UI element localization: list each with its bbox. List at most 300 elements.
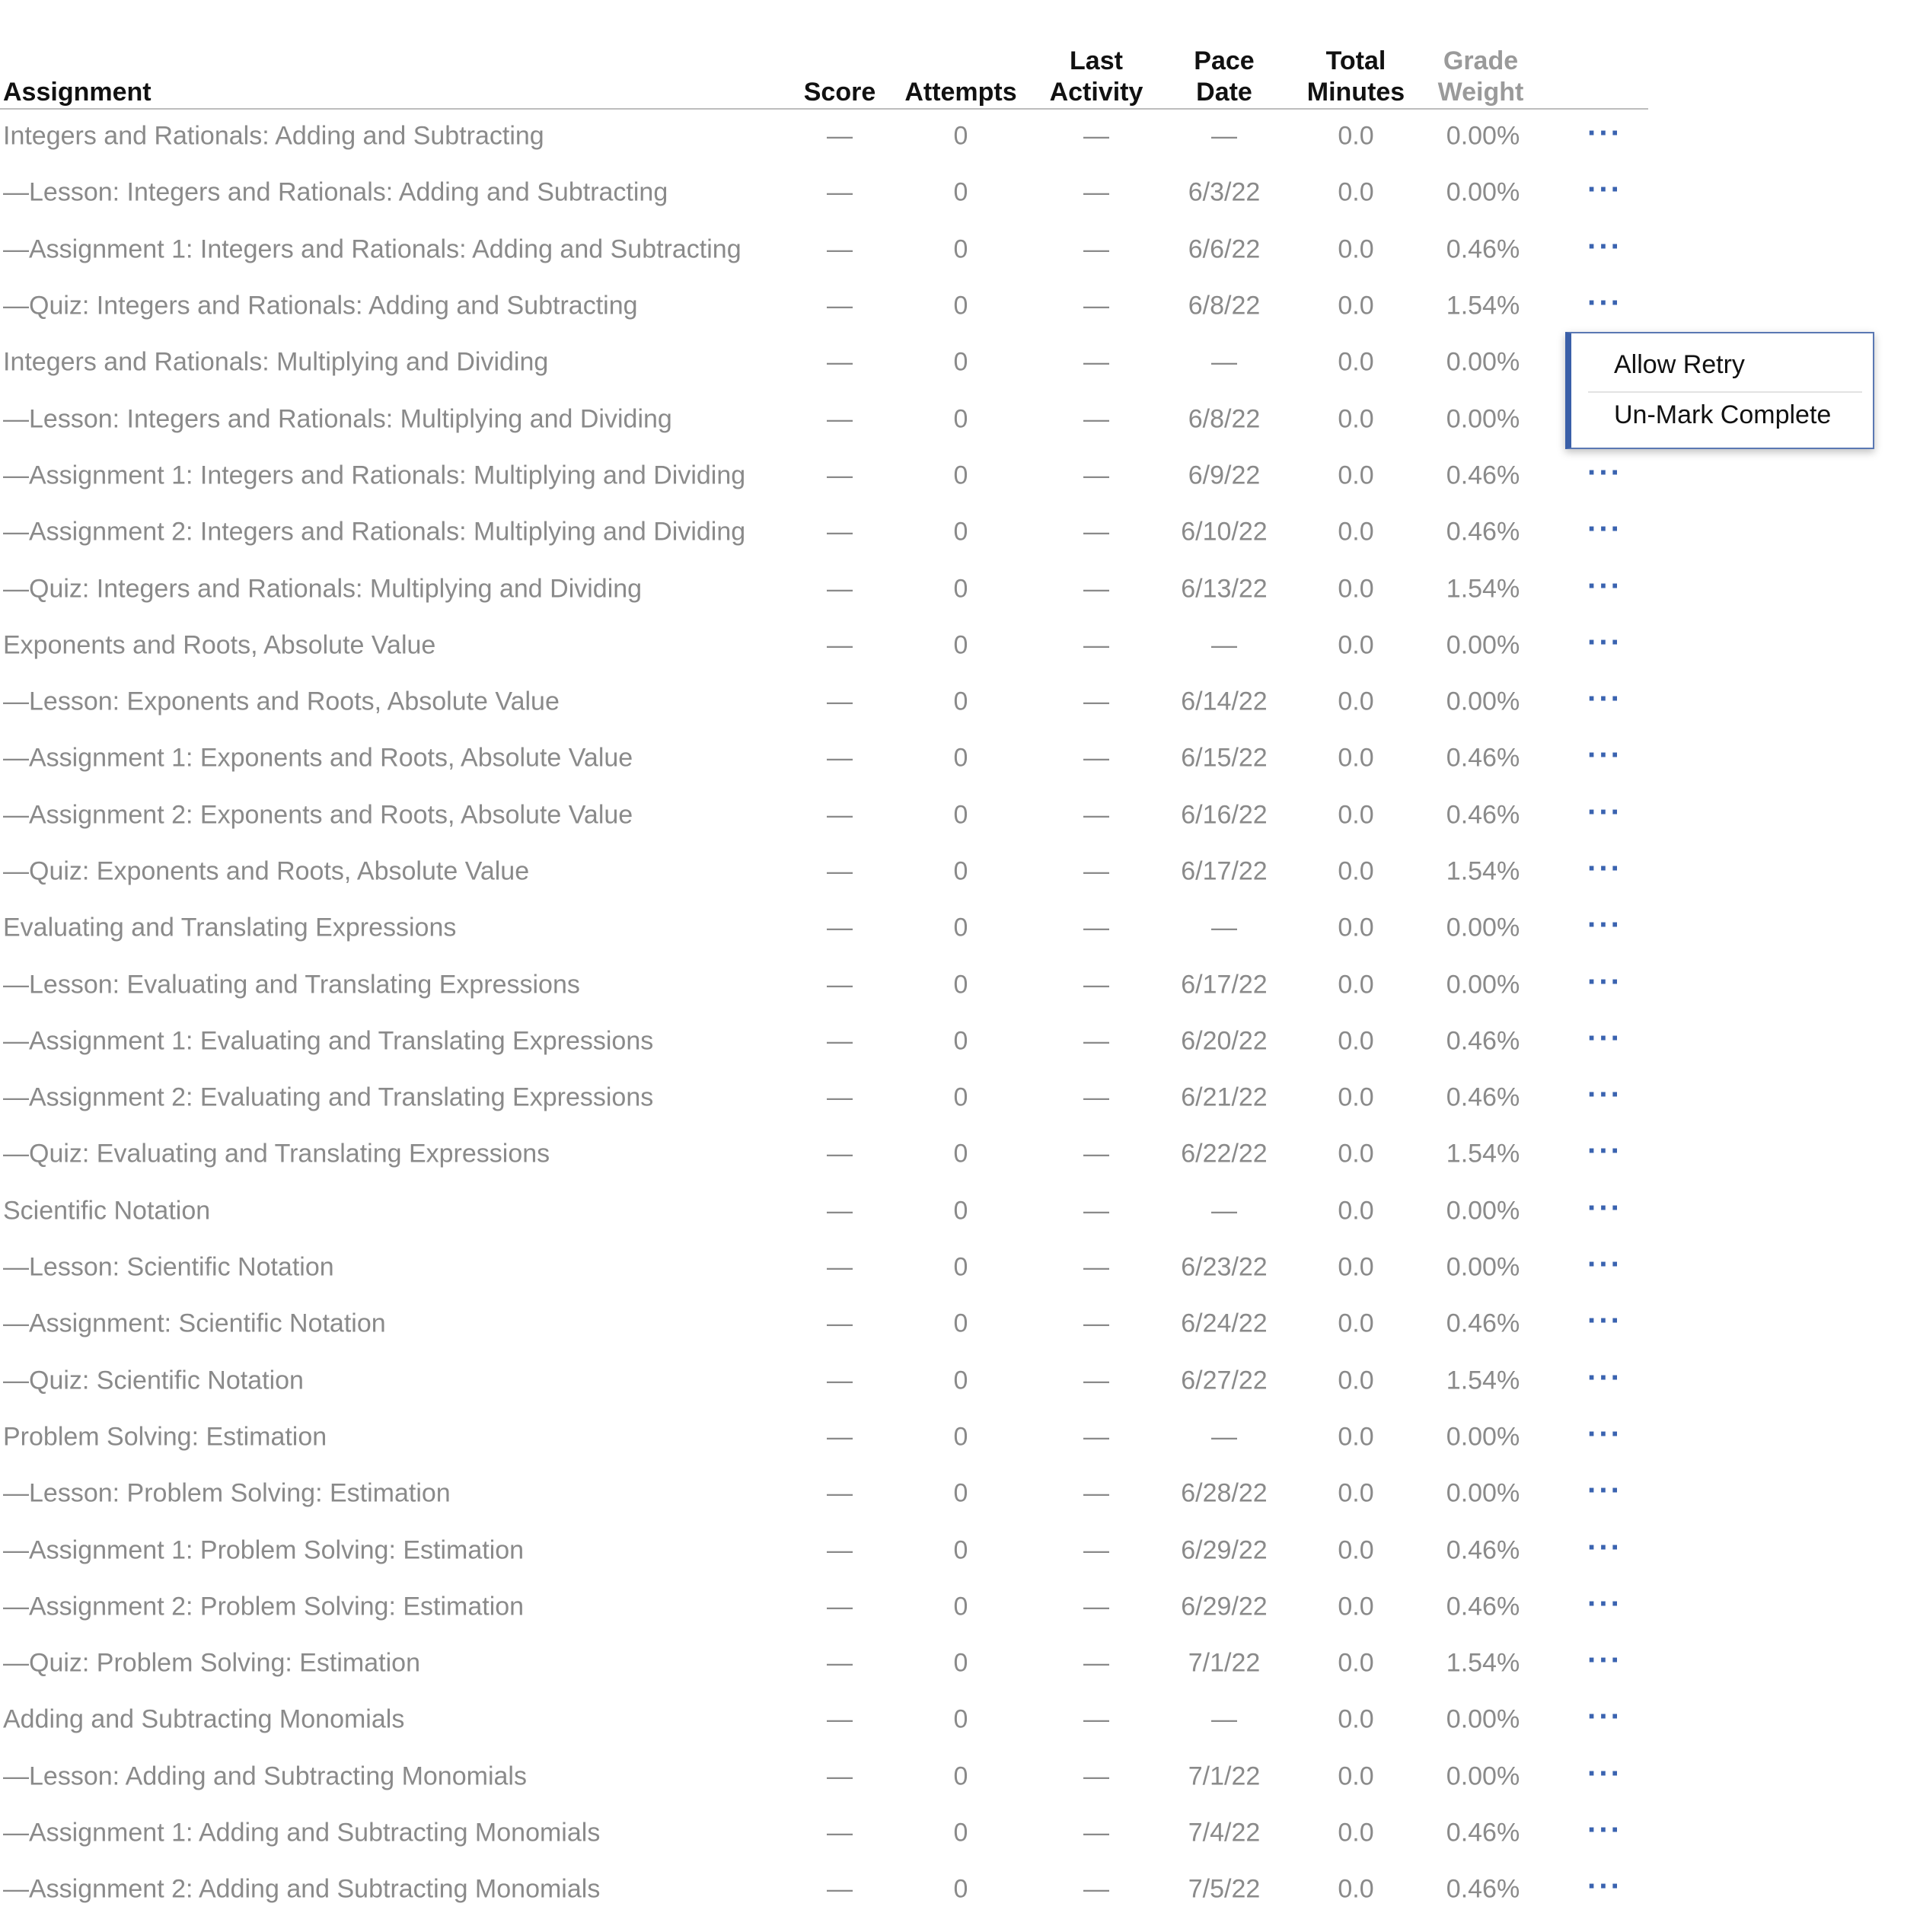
- last-activity-cell: —: [1083, 1874, 1109, 1904]
- assignment-name: —Quiz: Evaluating and Translating Expressions: [3, 1139, 550, 1168]
- attempts-cell: 0: [953, 856, 968, 886]
- table-row: [0, 1013, 1648, 1070]
- score-cell: —: [827, 913, 853, 942]
- attempts-cell: 0: [953, 234, 968, 264]
- table-row: [0, 1522, 1648, 1578]
- score-cell: —: [827, 970, 853, 999]
- last-activity-cell: —: [1083, 1196, 1109, 1226]
- pace-date-cell: 6/24/22: [1181, 1309, 1268, 1338]
- pace-date-cell: 7/1/22: [1188, 1648, 1261, 1678]
- attempts-cell: 0: [953, 743, 968, 773]
- assignment-name: Integers and Rationals: Multiplying and Dividing: [3, 347, 549, 377]
- attempts-cell: 0: [953, 1648, 968, 1678]
- last-activity-cell: —: [1083, 517, 1109, 547]
- grade-weight-cell: 0.00%: [1446, 1478, 1520, 1508]
- assignment-name: —Assignment 1: Exponents and Roots, Absolute Value: [3, 743, 633, 773]
- score-cell: —: [827, 1704, 853, 1734]
- attempts-cell: 0: [953, 1478, 968, 1508]
- total-minutes-cell: 0.0: [1338, 1592, 1374, 1621]
- table-header: [0, 0, 1648, 110]
- score-cell: —: [827, 1874, 853, 1904]
- last-activity-cell: —: [1083, 404, 1109, 434]
- last-activity-cell: —: [1083, 743, 1109, 773]
- attempts-cell: 0: [953, 1422, 968, 1452]
- column-header-total-minutes[interactable]: [1307, 46, 1405, 108]
- total-minutes-cell: 0.0: [1338, 1026, 1374, 1056]
- total-minutes-cell: 0.0: [1338, 856, 1374, 886]
- score-cell: —: [827, 1535, 853, 1565]
- pace-date-cell: 6/8/22: [1188, 291, 1261, 320]
- table-row: [0, 1409, 1648, 1465]
- score-cell: —: [827, 1478, 853, 1508]
- assignment-name: —Quiz: Problem Solving: Estimation: [3, 1648, 420, 1678]
- score-cell: —: [827, 347, 853, 377]
- score-cell: —: [827, 1761, 853, 1791]
- assignment-name: —Lesson: Exponents and Roots, Absolute Value: [3, 687, 560, 716]
- pace-date-cell: 6/15/22: [1181, 743, 1268, 773]
- total-minutes-cell: 0.0: [1338, 121, 1374, 151]
- last-activity-cell: —: [1083, 1535, 1109, 1565]
- grade-weight-cell: 1.54%: [1446, 574, 1520, 604]
- table-row: [0, 334, 1648, 391]
- attempts-cell: 0: [953, 574, 968, 604]
- table-row: [0, 1805, 1648, 1861]
- last-activity-cell: —: [1083, 630, 1109, 660]
- last-activity-cell: —: [1083, 687, 1109, 716]
- pace-date-cell: —: [1211, 630, 1237, 660]
- last-activity-cell: —: [1083, 1761, 1109, 1791]
- table-row: [0, 1749, 1648, 1805]
- total-minutes-cell: 0.0: [1338, 517, 1374, 547]
- assignment-name: —Quiz: Scientific Notation: [3, 1366, 304, 1395]
- pace-date-cell: 6/10/22: [1181, 517, 1268, 547]
- score-cell: —: [827, 800, 853, 830]
- score-cell: —: [827, 1648, 853, 1678]
- column-header-assignment[interactable]: Assignment: [3, 78, 151, 107]
- grade-weight-cell: 0.46%: [1446, 1309, 1520, 1338]
- pace-date-cell: 6/20/22: [1181, 1026, 1268, 1056]
- total-minutes-cell: 0.0: [1338, 1082, 1374, 1112]
- score-cell: —: [827, 856, 853, 886]
- assignment-name: —Assignment 1: Integers and Rationals: Multiplying and Dividing: [3, 461, 746, 490]
- column-header-pace-date-line1: Pace: [1194, 46, 1255, 75]
- pace-date-cell: 6/28/22: [1181, 1478, 1268, 1508]
- assignment-name: —Assignment 2: Evaluating and Translating Expressions: [3, 1082, 654, 1112]
- pace-date-cell: 6/14/22: [1181, 687, 1268, 716]
- total-minutes-cell: 0.0: [1338, 177, 1374, 207]
- grade-weight-cell: 0.00%: [1446, 1196, 1520, 1226]
- table-row: [0, 1353, 1648, 1409]
- table-row: [0, 674, 1648, 730]
- grade-weight-cell: 0.00%: [1446, 913, 1520, 942]
- assignment-name: —Lesson: Integers and Rationals: Multiplying and Dividing: [3, 404, 672, 434]
- total-minutes-cell: 0.0: [1338, 461, 1374, 490]
- total-minutes-cell: 0.0: [1338, 1535, 1374, 1565]
- more-options-icon[interactable]: ···: [1587, 738, 1622, 773]
- grade-weight-cell: 0.46%: [1446, 1592, 1520, 1621]
- more-options-icon[interactable]: ···: [1587, 908, 1622, 942]
- assignment-name: —Assignment 2: Integers and Rationals: Multiplying and Dividing: [3, 517, 746, 547]
- score-cell: —: [827, 1196, 853, 1226]
- table-row: [0, 1691, 1648, 1748]
- attempts-cell: 0: [953, 800, 968, 830]
- assignment-name: —Lesson: Problem Solving: Estimation: [3, 1478, 451, 1508]
- grade-weight-cell: 0.46%: [1446, 1874, 1520, 1904]
- table-row: [0, 1183, 1648, 1239]
- more-options-icon[interactable]: ···: [1587, 1474, 1622, 1508]
- more-options-icon[interactable]: ···: [1587, 1078, 1622, 1112]
- more-options-icon[interactable]: ···: [1587, 229, 1622, 263]
- more-options-icon[interactable]: ···: [1587, 1021, 1622, 1055]
- more-options-icon[interactable]: ···: [1587, 1304, 1622, 1338]
- total-minutes-cell: 0.0: [1338, 1309, 1374, 1338]
- grade-weight-cell: 0.46%: [1446, 461, 1520, 490]
- attempts-cell: 0: [953, 121, 968, 151]
- last-activity-cell: —: [1083, 913, 1109, 942]
- pace-date-cell: —: [1211, 1196, 1237, 1226]
- table-row: [0, 1296, 1648, 1352]
- attempts-cell: 0: [953, 1761, 968, 1791]
- last-activity-cell: —: [1083, 121, 1109, 151]
- last-activity-cell: —: [1083, 970, 1109, 999]
- pace-date-cell: —: [1211, 913, 1237, 942]
- column-header-pace-date-line2: Date: [1196, 78, 1252, 107]
- score-cell: —: [827, 177, 853, 207]
- more-options-icon[interactable]: ···: [1587, 795, 1622, 829]
- total-minutes-cell: 0.0: [1338, 630, 1374, 660]
- assignment-name: —Quiz: Integers and Rationals: Adding and Subtracting: [3, 291, 638, 320]
- column-header-last-activity-line1: Last: [1070, 46, 1123, 75]
- more-options-icon[interactable]: ···: [1587, 173, 1622, 207]
- pace-date-cell: —: [1211, 121, 1237, 151]
- allow-retry-menu-item[interactable]: Allow Retry: [1614, 350, 1745, 379]
- score-cell: —: [827, 121, 853, 151]
- attempts-cell: 0: [953, 177, 968, 207]
- score-cell: —: [827, 1026, 853, 1056]
- attempts-cell: 0: [953, 1704, 968, 1734]
- pace-date-cell: 6/16/22: [1181, 800, 1268, 830]
- grade-weight-cell: 0.46%: [1446, 1026, 1520, 1056]
- attempts-cell: 0: [953, 1139, 968, 1168]
- assignment-name: —Lesson: Evaluating and Translating Expressions: [3, 970, 580, 999]
- table-row: [0, 730, 1648, 786]
- last-activity-cell: —: [1083, 1478, 1109, 1508]
- grade-weight-cell: 0.00%: [1446, 970, 1520, 999]
- last-activity-cell: —: [1083, 1818, 1109, 1848]
- pace-date-cell: 6/17/22: [1181, 970, 1268, 999]
- grade-weight-cell: 0.46%: [1446, 743, 1520, 773]
- assignment-name: —Lesson: Integers and Rationals: Adding and Subtracting: [3, 177, 668, 207]
- more-options-icon[interactable]: ···: [1587, 1134, 1622, 1168]
- last-activity-cell: —: [1083, 1026, 1109, 1056]
- more-options-icon[interactable]: ···: [1587, 1870, 1622, 1904]
- assignment-name: Integers and Rationals: Adding and Subtracting: [3, 121, 544, 151]
- pace-date-cell: 6/8/22: [1188, 404, 1261, 434]
- table-row: [0, 1861, 1648, 1918]
- total-minutes-cell: 0.0: [1338, 1874, 1374, 1904]
- assignment-table-body: [0, 108, 1648, 1918]
- more-options-icon[interactable]: ···: [1587, 512, 1622, 547]
- assignment-name: —Assignment: Scientific Notation: [3, 1309, 386, 1338]
- pace-date-cell: 7/4/22: [1188, 1818, 1261, 1848]
- grade-weight-cell: 0.46%: [1446, 800, 1520, 830]
- total-minutes-cell: 0.0: [1338, 687, 1374, 716]
- last-activity-cell: —: [1083, 234, 1109, 264]
- grade-weight-cell: 0.46%: [1446, 234, 1520, 264]
- assignment-name: —Quiz: Integers and Rationals: Multiplying and Dividing: [3, 574, 643, 604]
- unmark-complete-menu-item[interactable]: Un-Mark Complete: [1614, 400, 1832, 429]
- total-minutes-cell: 0.0: [1338, 1648, 1374, 1678]
- grade-weight-cell: 1.54%: [1446, 1139, 1520, 1168]
- pace-date-cell: 6/21/22: [1181, 1082, 1268, 1112]
- last-activity-cell: —: [1083, 1139, 1109, 1168]
- pace-date-cell: 6/6/22: [1188, 234, 1261, 264]
- column-header-score[interactable]: Score: [803, 78, 876, 107]
- assignment-name: —Assignment 1: Problem Solving: Estimation: [3, 1535, 525, 1565]
- table-row: [0, 1635, 1648, 1691]
- attempts-cell: 0: [953, 913, 968, 942]
- attempts-cell: 0: [953, 1196, 968, 1226]
- total-minutes-cell: 0.0: [1338, 1366, 1374, 1395]
- grade-weight-cell: 0.00%: [1446, 404, 1520, 434]
- last-activity-cell: —: [1083, 177, 1109, 207]
- more-options-icon[interactable]: ···: [1587, 116, 1622, 151]
- more-options-icon[interactable]: ···: [1587, 682, 1622, 716]
- attempts-cell: 0: [953, 1592, 968, 1621]
- grade-weight-cell: 0.00%: [1446, 1252, 1520, 1282]
- table-row: [0, 108, 1648, 164]
- more-options-icon[interactable]: ···: [1587, 1530, 1622, 1564]
- score-cell: —: [827, 517, 853, 547]
- grade-weight-cell: 0.00%: [1446, 177, 1520, 207]
- pace-date-cell: 6/29/22: [1181, 1535, 1268, 1565]
- score-cell: —: [827, 1422, 853, 1452]
- score-cell: —: [827, 574, 853, 604]
- last-activity-cell: —: [1083, 1592, 1109, 1621]
- attempts-cell: 0: [953, 1026, 968, 1056]
- score-cell: —: [827, 1139, 853, 1168]
- attempts-cell: 0: [953, 404, 968, 434]
- attempts-cell: 0: [953, 1082, 968, 1112]
- pace-date-cell: 7/5/22: [1188, 1874, 1261, 1904]
- more-options-icon[interactable]: ···: [1587, 625, 1622, 659]
- assignment-name: —Lesson: Scientific Notation: [3, 1252, 334, 1282]
- score-cell: —: [827, 630, 853, 660]
- attempts-cell: 0: [953, 1535, 968, 1565]
- menu-divider: [1588, 391, 1862, 393]
- more-options-icon[interactable]: ···: [1587, 852, 1622, 885]
- grade-weight-cell: 0.00%: [1446, 347, 1520, 377]
- more-options-icon[interactable]: ···: [1587, 1191, 1622, 1225]
- attempts-cell: 0: [953, 1818, 968, 1848]
- last-activity-cell: —: [1083, 1082, 1109, 1112]
- column-header-pace-date[interactable]: [1194, 46, 1254, 108]
- total-minutes-cell: 0.0: [1338, 1252, 1374, 1282]
- grade-weight-cell: 1.54%: [1446, 291, 1520, 320]
- table-row: [0, 1239, 1648, 1296]
- more-options-icon[interactable]: ···: [1587, 964, 1622, 999]
- column-header-grade-weight-line1: Grade: [1443, 46, 1519, 75]
- grade-weight-cell: 0.46%: [1446, 1535, 1520, 1565]
- last-activity-cell: —: [1083, 574, 1109, 604]
- last-activity-cell: —: [1083, 856, 1109, 886]
- pace-date-cell: 6/9/22: [1188, 461, 1261, 490]
- more-options-icon[interactable]: ···: [1587, 1813, 1622, 1848]
- total-minutes-cell: 0.0: [1338, 1478, 1374, 1508]
- more-options-icon[interactable]: ···: [1587, 569, 1622, 603]
- column-header-grade-weight: [1438, 46, 1524, 108]
- score-cell: —: [827, 1082, 853, 1112]
- assignment-name: —Assignment 2: Adding and Subtracting Monomials: [3, 1874, 601, 1904]
- more-options-icon[interactable]: ···: [1587, 1756, 1622, 1790]
- score-cell: —: [827, 1592, 853, 1621]
- more-options-icon[interactable]: ···: [1587, 1360, 1622, 1395]
- table-row: [0, 787, 1648, 843]
- table-row: [0, 560, 1648, 617]
- score-cell: —: [827, 1366, 853, 1395]
- score-cell: —: [827, 461, 853, 490]
- last-activity-cell: —: [1083, 1309, 1109, 1338]
- pace-date-cell: 6/3/22: [1188, 177, 1261, 207]
- pace-date-cell: 6/29/22: [1181, 1592, 1268, 1621]
- more-options-icon[interactable]: ···: [1587, 1248, 1622, 1282]
- score-cell: —: [827, 1309, 853, 1338]
- grade-weight-cell: 0.46%: [1446, 1818, 1520, 1848]
- grade-weight-cell: 0.00%: [1446, 1422, 1520, 1452]
- pace-date-cell: 6/17/22: [1181, 856, 1268, 886]
- assignment-name: Adding and Subtracting Monomials: [3, 1704, 405, 1734]
- total-minutes-cell: 0.0: [1338, 234, 1374, 264]
- assignment-name: Exponents and Roots, Absolute Value: [3, 630, 436, 660]
- assignment-name: —Lesson: Adding and Subtracting Monomials: [3, 1761, 527, 1791]
- assignment-name: Evaluating and Translating Expressions: [3, 913, 457, 942]
- pace-date-cell: —: [1211, 1704, 1237, 1734]
- table-row: [0, 900, 1648, 956]
- more-options-icon[interactable]: ···: [1587, 1643, 1622, 1678]
- pace-date-cell: 6/13/22: [1181, 574, 1268, 604]
- score-cell: —: [827, 1252, 853, 1282]
- total-minutes-cell: 0.0: [1338, 1139, 1374, 1168]
- table-row: [0, 956, 1648, 1012]
- more-options-icon[interactable]: ···: [1587, 1700, 1622, 1734]
- table-row: [0, 504, 1648, 560]
- table-row: [0, 222, 1648, 278]
- last-activity-cell: —: [1083, 347, 1109, 377]
- last-activity-cell: —: [1083, 1366, 1109, 1395]
- table-row: [0, 448, 1648, 504]
- grade-weight-cell: 0.00%: [1446, 687, 1520, 716]
- last-activity-cell: —: [1083, 1252, 1109, 1282]
- assignment-name: —Assignment 2: Problem Solving: Estimation: [3, 1592, 525, 1621]
- more-options-icon[interactable]: ···: [1587, 286, 1622, 320]
- grade-weight-cell: 1.54%: [1446, 1366, 1520, 1395]
- grade-weight-cell: 0.00%: [1446, 121, 1520, 151]
- pace-date-cell: 6/22/22: [1181, 1139, 1268, 1168]
- assignment-name: —Assignment 1: Integers and Rationals: Adding and Subtracting: [3, 234, 742, 264]
- more-options-icon[interactable]: ···: [1587, 1417, 1622, 1451]
- total-minutes-cell: 0.0: [1338, 347, 1374, 377]
- score-cell: —: [827, 687, 853, 716]
- table-row: [0, 1465, 1648, 1522]
- assignment-name: —Assignment 2: Exponents and Roots, Absolute Value: [3, 800, 633, 830]
- grade-weight-cell: 0.46%: [1446, 517, 1520, 547]
- grade-weight-cell: 0.00%: [1446, 630, 1520, 660]
- assignment-name: —Quiz: Exponents and Roots, Absolute Value: [3, 856, 530, 886]
- assignment-name: —Assignment 1: Evaluating and Translating Expressions: [3, 1026, 654, 1056]
- grade-weight-cell: 1.54%: [1446, 856, 1520, 886]
- last-activity-cell: —: [1083, 1704, 1109, 1734]
- total-minutes-cell: 0.0: [1338, 913, 1374, 942]
- attempts-cell: 0: [953, 687, 968, 716]
- total-minutes-cell: 0.0: [1338, 291, 1374, 320]
- column-header-grade-weight-line2: Weight: [1437, 78, 1524, 107]
- score-cell: —: [827, 404, 853, 434]
- last-activity-cell: —: [1083, 1422, 1109, 1452]
- total-minutes-cell: 0.0: [1338, 1196, 1374, 1226]
- assignment-name: Problem Solving: Estimation: [3, 1422, 327, 1452]
- assignment-name: Scientific Notation: [3, 1196, 211, 1226]
- pace-date-cell: —: [1211, 1422, 1237, 1452]
- row-context-menu: [1565, 332, 1874, 449]
- grade-weight-cell: 0.00%: [1446, 1761, 1520, 1791]
- last-activity-cell: —: [1083, 800, 1109, 830]
- attempts-cell: 0: [953, 1874, 968, 1904]
- attempts-cell: 0: [953, 1366, 968, 1395]
- grade-weight-cell: 1.54%: [1446, 1648, 1520, 1678]
- column-header-attempts[interactable]: Attempts: [904, 78, 1017, 107]
- total-minutes-cell: 0.0: [1338, 743, 1374, 773]
- table-row: [0, 843, 1648, 900]
- score-cell: —: [827, 1818, 853, 1848]
- total-minutes-cell: 0.0: [1338, 800, 1374, 830]
- column-header-last-activity[interactable]: [1050, 46, 1143, 108]
- grade-weight-cell: 0.00%: [1446, 1704, 1520, 1734]
- attempts-cell: 0: [953, 630, 968, 660]
- pace-date-cell: —: [1211, 347, 1237, 377]
- column-header-total-minutes-line1: Total: [1325, 46, 1386, 75]
- score-cell: —: [827, 291, 853, 320]
- attempts-cell: 0: [953, 461, 968, 490]
- total-minutes-cell: 0.0: [1338, 970, 1374, 999]
- table-row: [0, 1126, 1648, 1182]
- table-row: [0, 1070, 1648, 1126]
- total-minutes-cell: 0.0: [1338, 574, 1374, 604]
- attempts-cell: 0: [953, 517, 968, 547]
- table-row: [0, 278, 1648, 334]
- total-minutes-cell: 0.0: [1338, 1704, 1374, 1734]
- attempts-cell: 0: [953, 291, 968, 320]
- attempts-cell: 0: [953, 347, 968, 377]
- total-minutes-cell: 0.0: [1338, 1761, 1374, 1791]
- assignment-name: —Assignment 1: Adding and Subtracting Monomials: [3, 1818, 601, 1848]
- table-row: [0, 164, 1648, 221]
- table-row: [0, 617, 1648, 674]
- last-activity-cell: —: [1083, 1648, 1109, 1678]
- pace-date-cell: 6/23/22: [1181, 1252, 1268, 1282]
- column-header-total-minutes-line2: Minutes: [1306, 78, 1405, 107]
- pace-date-cell: 6/27/22: [1181, 1366, 1268, 1395]
- attempts-cell: 0: [953, 1252, 968, 1282]
- total-minutes-cell: 0.0: [1338, 404, 1374, 434]
- score-cell: —: [827, 743, 853, 773]
- score-cell: —: [827, 234, 853, 264]
- column-header-last-activity-line2: Activity: [1049, 78, 1143, 107]
- grade-weight-cell: 0.46%: [1446, 1082, 1520, 1112]
- more-options-icon[interactable]: ···: [1587, 455, 1622, 489]
- more-options-icon[interactable]: ···: [1587, 1586, 1622, 1621]
- attempts-cell: 0: [953, 970, 968, 999]
- total-minutes-cell: 0.0: [1338, 1422, 1374, 1452]
